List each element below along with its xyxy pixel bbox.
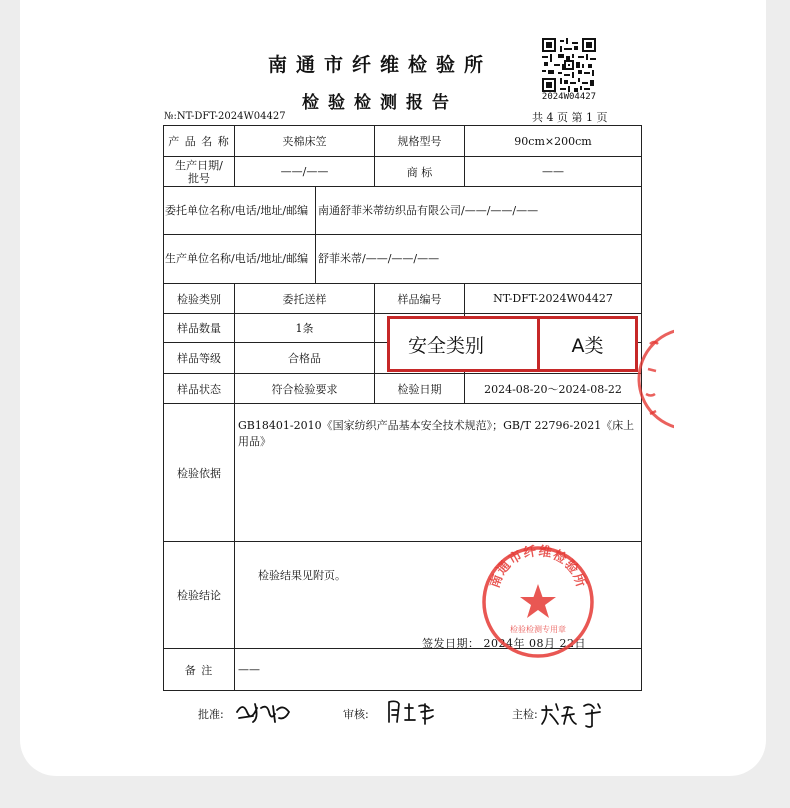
approve-signature-icon — [233, 698, 293, 726]
basis-label: 检验依据 — [164, 404, 235, 542]
chief-signature-icon — [538, 700, 610, 730]
remarks-label: 备 注 — [164, 649, 235, 691]
review-signature-icon — [385, 698, 437, 726]
page-count: 共 4 页 第 1 页 — [532, 111, 608, 124]
test-type-value: 委托送样 — [235, 284, 375, 314]
sample-no-label: 样品编号 — [375, 284, 465, 314]
test-date-label: 检验日期 — [375, 374, 465, 404]
official-seal-icon — [480, 544, 596, 660]
approve-label: 批准: — [198, 708, 224, 721]
maker-value: 舒菲米蒂/——/——/—— — [318, 252, 440, 265]
production-date-value: ——/—— — [235, 157, 375, 187]
production-date-label-line2: 批号 — [188, 171, 210, 185]
client-value: 南通舒菲米蒂纺织品有限公司/——/——/—— — [318, 204, 539, 217]
sample-no-value: NT-DFT-2024W04427 — [465, 284, 642, 314]
institution-title: 南通市纤维检验所 — [267, 54, 492, 76]
state-value: 符合检验要求 — [235, 374, 375, 404]
review-label: 审核: — [343, 708, 369, 721]
test-date-value: 2024-08-20～2024-08-22 — [465, 374, 642, 404]
test-type-label: 检验类别 — [164, 284, 235, 314]
safety-category-value: A类 — [571, 334, 604, 357]
svg-text:南通市纤维检验所 — [487, 544, 590, 590]
grade-value: 合格品 — [235, 343, 375, 374]
brand-label: 商 标 — [375, 157, 465, 187]
product-name-label: 产 品 名 称 — [164, 126, 235, 157]
qr-caption: 2024W04427 — [541, 92, 597, 102]
report-number: №:NT-DFT-2024W04427 — [164, 111, 286, 122]
brand-value: —— — [465, 157, 642, 187]
partial-seal-icon — [634, 324, 674, 434]
state-label: 样品状态 — [164, 374, 235, 404]
model-value: 90cm×200cm — [465, 126, 642, 157]
quantity-value: 1条 — [235, 314, 375, 343]
chief-label: 主检: — [512, 708, 538, 721]
maker-row — [164, 235, 642, 284]
seal-text: 南通市纤维检验所 — [487, 544, 589, 591]
conclusion-text: 检验结果见附页。 — [258, 569, 346, 582]
safety-category-label: 安全类别 — [390, 319, 540, 369]
seal-subtext: 检验检测专用章 — [510, 625, 566, 634]
report-title: 检验检测报告 — [302, 93, 458, 113]
client-label: 委托单位名称/电话/地址/邮编 — [164, 187, 316, 234]
basis-value: GB18401-2010《国家纺织产品基本安全技术规范》；GB/T 22796-2021《床上用品》 — [235, 404, 642, 542]
production-date-label — [164, 157, 235, 187]
issue-date: 签发日期： 2024年 08月 22日 — [422, 637, 586, 650]
quantity-label: 样品数量 — [164, 314, 235, 343]
conclusion-label: 检验结论 — [164, 542, 235, 649]
client-row — [164, 187, 642, 235]
safety-category-box — [387, 316, 638, 372]
maker-label: 生产单位名称/电话/地址/邮编 — [164, 235, 316, 283]
product-name-value: 夹棉床笠 — [235, 126, 375, 157]
production-date-label-line1: 生产日期/ — [175, 158, 223, 172]
remarks-value: —— — [235, 649, 642, 691]
model-label: 规格型号 — [375, 126, 465, 157]
grade-label: 样品等级 — [164, 343, 235, 374]
qr-code-icon — [542, 38, 596, 92]
